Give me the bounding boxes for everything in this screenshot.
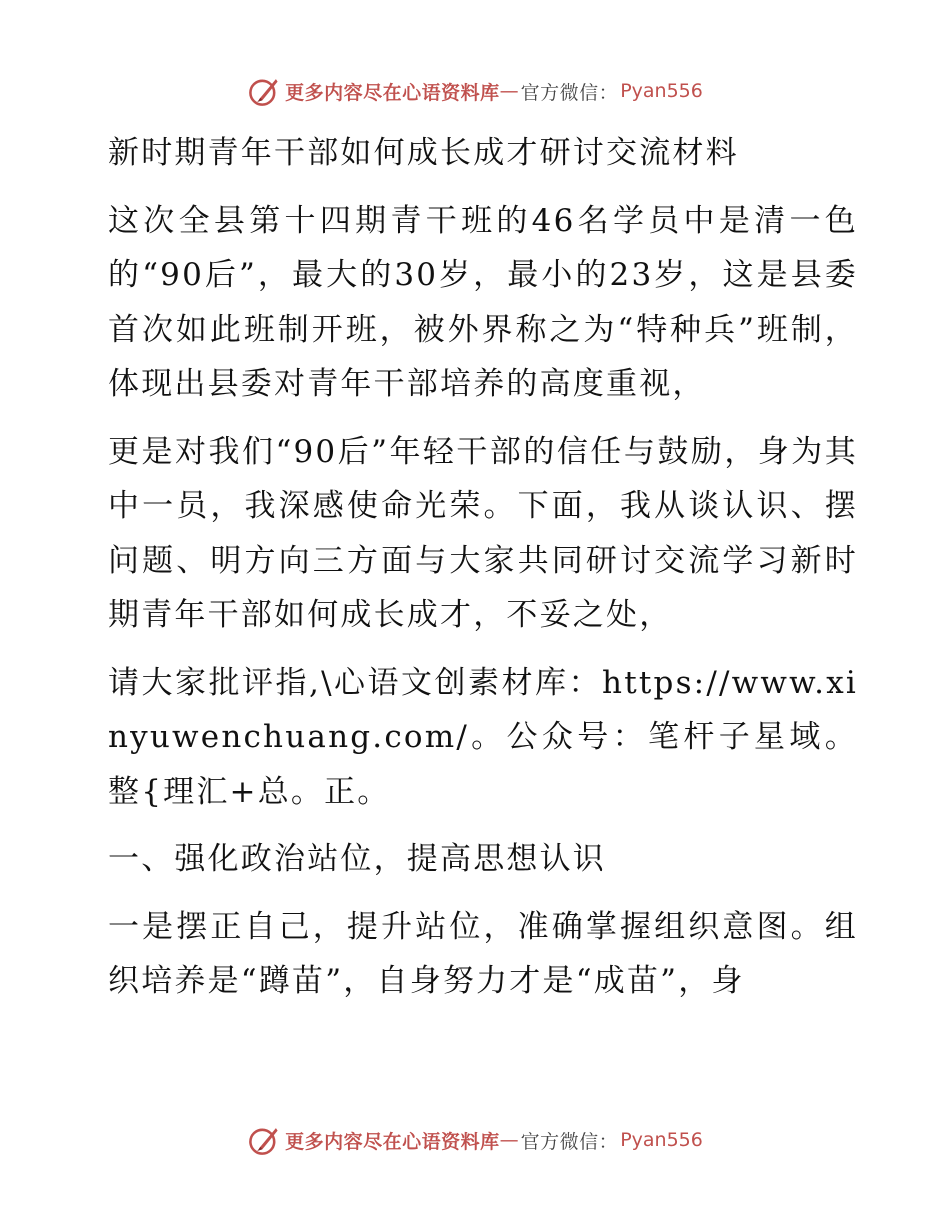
footer-banner [0, 1120, 950, 1160]
paragraph-1: 这次全县第十四期青干班的46名学员中是清一色的“90后”，最大的30岁，最小的23岁，这是县委首次如此班制开班，被外界称之为“特种兵”班制，体现出县委对青年干部培养的高度重视， [108, 202, 858, 402]
header-banner [0, 71, 950, 111]
banner-site-text: 更多内容尽在心语资料库 [285, 81, 500, 104]
section-heading: 一、强化政治站位，提高思想认识 [108, 841, 606, 877]
feather-pen-logo-icon [247, 1123, 281, 1157]
banner-separator: — [499, 80, 519, 102]
paragraph-2: 更是对我们“90后”年轻干部的信任与鼓励，身为其中一员，我深感使命光荣。下面，我从谈认识、摆问题、明方向三方面与大家共同研讨交流学习新时期青年干部如何成长成才，不妥之处， [108, 433, 858, 633]
paragraph-3: 请大家批评指,\心语文创素材库：https://www.xinyuwenchuang.com/。公众号：笔杆子星域。整{理汇+总。正。 [108, 664, 858, 810]
banner-site-text: 更多内容尽在心语资料库 [285, 1130, 500, 1153]
document-title: 新时期青年干部如何成长成才研讨交流材料 [108, 135, 739, 171]
banner-wechat-id: Pyan556 [620, 80, 703, 102]
document-body [98, 126, 858, 1022]
banner-wechat-label: 官方微信： [520, 81, 619, 104]
banner-wechat-label: 官方微信： [520, 1130, 619, 1153]
banner-separator: — [499, 1129, 519, 1151]
feather-pen-logo-icon [247, 74, 281, 108]
section-paragraph: 一是摆正自己，提升站位，准确掌握组织意图。组织培养是“蹲苗”，自身努力才是“成苗”，身 [108, 908, 858, 999]
banner-wechat-id: Pyan556 [620, 1129, 703, 1151]
